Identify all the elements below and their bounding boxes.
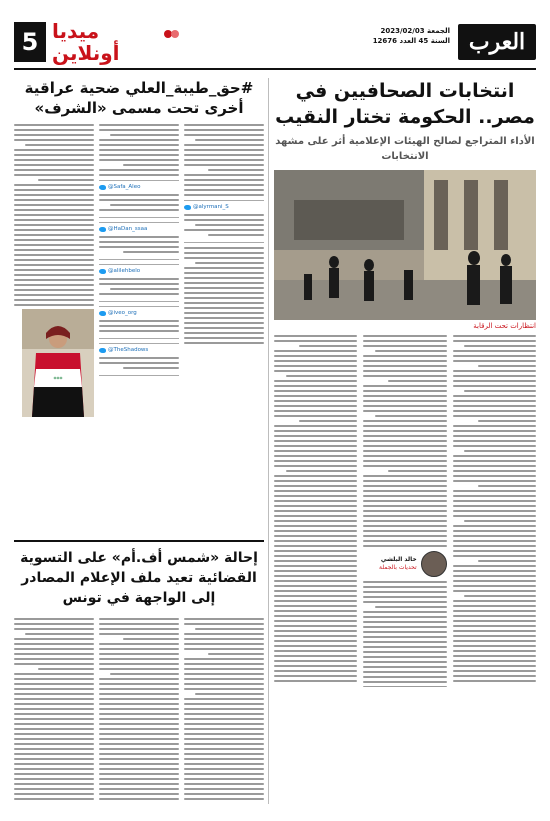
- main-headline: انتخابات الصحافيين في مصر.. الحكومة تختار النقيب: [275, 80, 535, 128]
- bottom-body-column-3: [14, 618, 94, 806]
- issue-date: الجمعة 2023/02/03: [380, 27, 450, 35]
- tweet-card: [184, 200, 264, 243]
- section-title: [52, 20, 120, 64]
- twitter-bird-icon: [99, 185, 106, 190]
- masthead: [14, 19, 536, 70]
- main-photo-caption: انتظارات تحت الرقابة: [473, 322, 536, 330]
- tweet-handle: @alilehbelo: [108, 268, 141, 274]
- megaphone-icon: [164, 28, 180, 40]
- tweet-handle: @iveo_org: [108, 310, 137, 316]
- left-body-column-2: [99, 124, 179, 456]
- page-number: 5: [14, 22, 46, 62]
- bottom-body-column-1: [184, 618, 264, 806]
- author-role: تحديات بالجملة: [379, 564, 417, 571]
- tweet-card: [99, 343, 179, 376]
- left-headline: #حق_طيبة_العلي ضحية عراقية أخرى تحت مسمى «الشرف»: [24, 79, 254, 117]
- tweet-handle: @Safa_Aleo: [108, 184, 141, 190]
- left-article: [14, 78, 264, 456]
- left-body-column-1: [184, 124, 264, 456]
- main-article-body: [274, 335, 536, 687]
- twitter-bird-icon: [99, 269, 106, 274]
- issue-info: [373, 26, 450, 46]
- author-photo: [421, 551, 447, 577]
- main-body-column-3: [274, 335, 357, 687]
- svg-text:***: ***: [53, 376, 63, 383]
- bottom-article-body: [14, 618, 264, 806]
- main-article: [274, 78, 536, 687]
- column-divider: [268, 78, 269, 804]
- section-title-line2: أونلاين: [52, 41, 120, 65]
- main-body-column-1: [453, 335, 536, 687]
- main-photo: [274, 170, 536, 320]
- left-article-body: [14, 124, 264, 456]
- bottom-headline: إحالة «شمس أف.أم» على التسوية القضائية تعيد ملف الإعلام المصادر إلى الواجهة في تونس: [20, 550, 258, 606]
- tweet-card: [99, 306, 179, 339]
- tweet-handle: @alyrmani_S: [193, 204, 229, 210]
- author-card: [363, 551, 446, 577]
- issue-number: السنة 45 العدد 12676: [372, 37, 450, 45]
- section-title-line1: ميديا: [52, 19, 100, 43]
- tweet-handle: @TheShadows: [108, 347, 149, 353]
- tweet-card: [99, 180, 179, 218]
- twitter-bird-icon: [99, 311, 106, 316]
- author-name: خالد البلشي: [380, 556, 417, 563]
- woman-with-flag-photo: [22, 309, 94, 417]
- twitter-bird-icon: [184, 205, 191, 210]
- left-body-column-3: [14, 124, 94, 456]
- brand-logo: العرب: [458, 24, 536, 60]
- twitter-bird-icon: [99, 348, 106, 353]
- tweet-card: [99, 222, 179, 260]
- section-rule: [14, 540, 264, 542]
- main-subheadline: الأداء المتراجع لصالح الهيئات الإعلامية أثر على مشهد الانتخابات: [275, 136, 535, 162]
- tweet-handle: @HaDan_ssaa: [108, 226, 148, 232]
- tweet-card: [99, 264, 179, 302]
- twitter-bird-icon: [99, 227, 106, 232]
- main-body-column-2: [363, 335, 446, 687]
- bottom-body-column-2: [99, 618, 179, 806]
